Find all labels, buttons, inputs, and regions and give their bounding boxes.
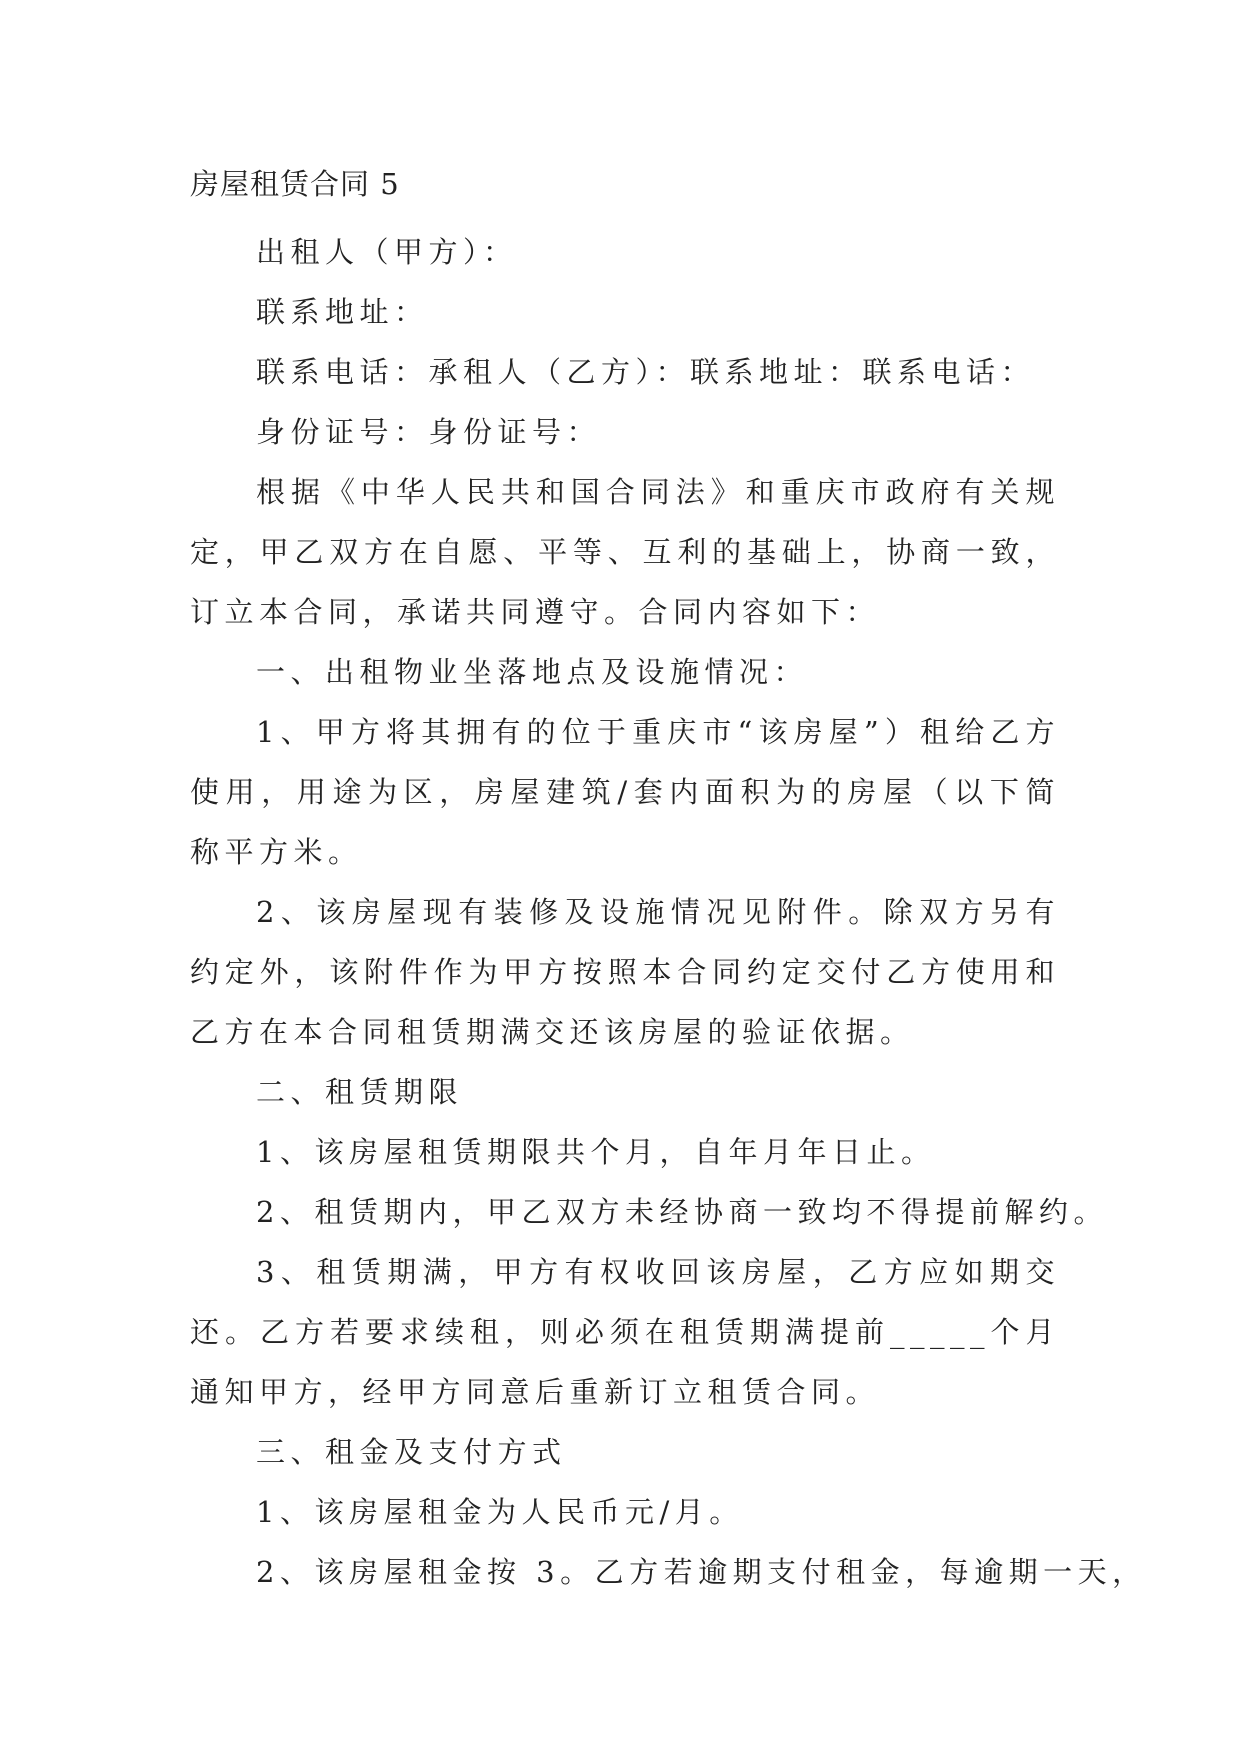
section-3-clause-2: 2、该房屋租金按 3。乙方若逾期支付租金，每逾期一天，	[256, 1555, 1147, 1589]
section-2-clause-3: 3、租赁期满，甲方有权收回该房屋，乙方应如期交还。乙方若要求续租，则必须在租赁期满提前_____个月通知甲方，经甲方同意后重新订立租赁合同。	[190, 1255, 1060, 1409]
section-2-clause-1: 1、该房屋租赁期限共个月，自年月年日止。	[256, 1135, 936, 1169]
contact-line: 联系电话：承租人（乙方）：联系地址：联系电话：	[256, 355, 1036, 389]
document-body	[190, 163, 1147, 1602]
id-number-line: 身份证号：身份证号：	[256, 415, 602, 449]
lessor-address-line: 联系地址：	[256, 295, 429, 329]
section-2-heading: 二、租赁期限	[256, 1075, 464, 1109]
section-1-clause-2: 2、该房屋现有装修及设施情况见附件。除双方另有约定外，该附件作为甲方按照本合同约定交付乙方使用和乙方在本合同租赁期满交还该房屋的验证依据。	[190, 895, 1060, 1049]
section-3-clause-1: 1、该房屋租金为人民币元/月。	[256, 1495, 744, 1529]
document-title: 房屋租赁合同 5	[190, 167, 400, 201]
section-2-clause-2: 2、租赁期内，甲乙双方未经协商一致均不得提前解约。	[256, 1195, 1108, 1229]
section-1-heading: 一、出租物业坐落地点及设施情况：	[256, 655, 809, 689]
preamble-paragraph: 根据《中华人民共和国合同法》和重庆市政府有关规定，甲乙双方在自愿、平等、互利的基础上，协商一致，订立本合同，承诺共同遵守。合同内容如下：	[190, 475, 1060, 629]
lessor-line: 出租人（甲方）：	[256, 235, 518, 269]
section-3-heading: 三、租金及支付方式	[256, 1435, 567, 1469]
section-1-clause-1: 1、甲方将其拥有的位于重庆市“该房屋”）租给乙方使用，用途为区，房屋建筑/套内面积为的房屋（以下简称平方米。	[190, 715, 1060, 869]
